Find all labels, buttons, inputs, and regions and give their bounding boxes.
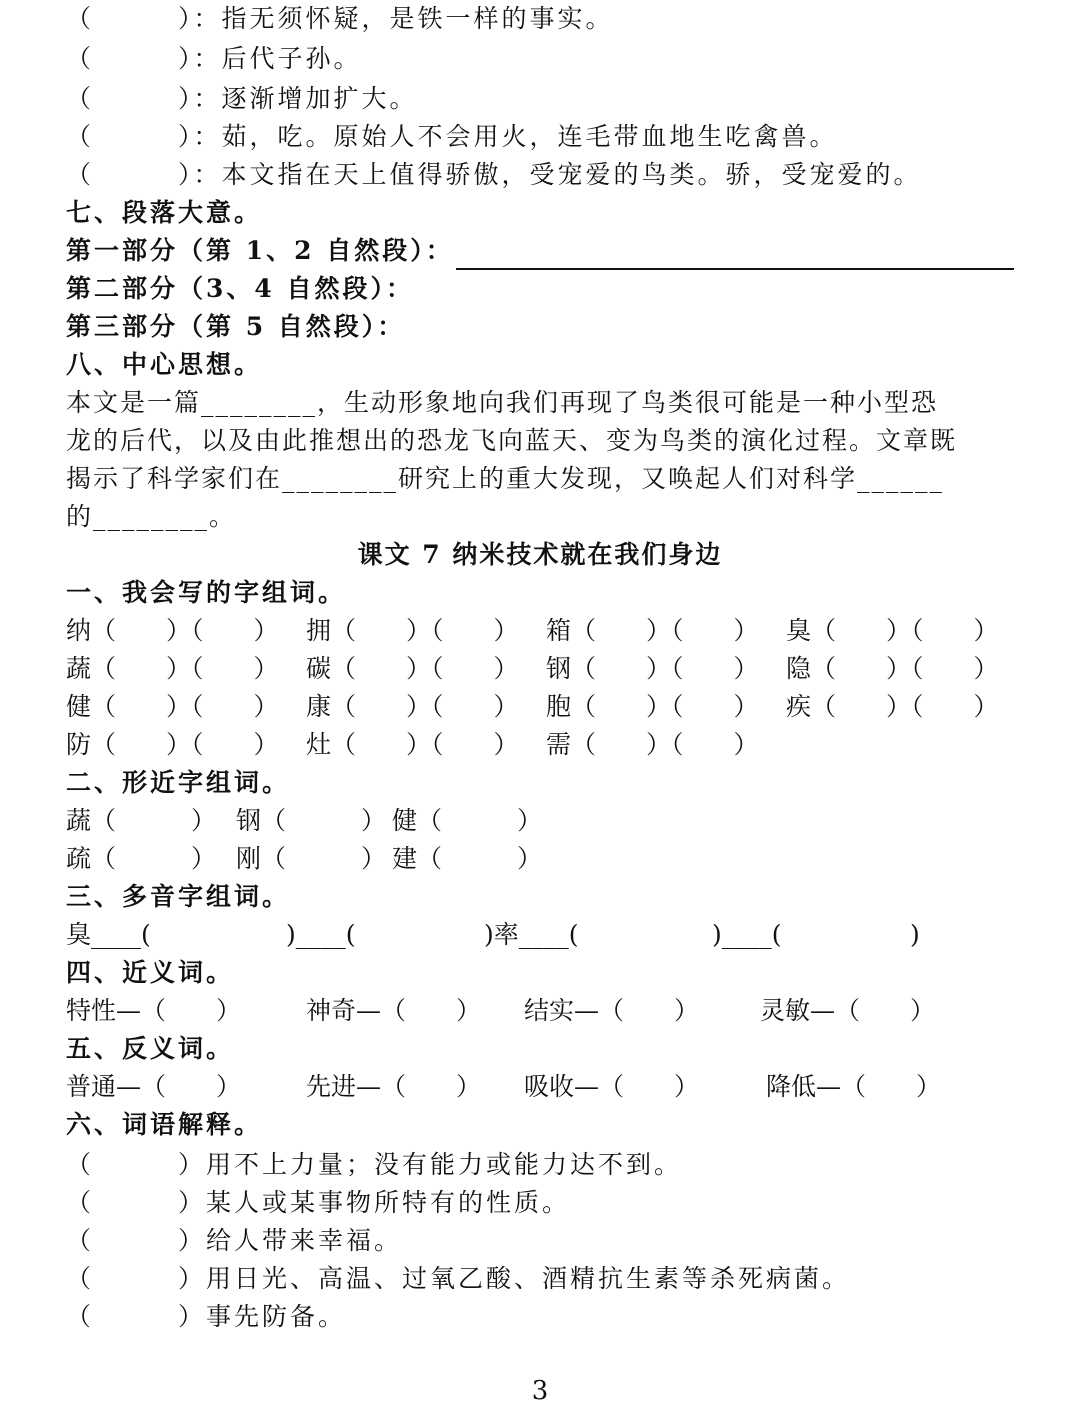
polyphone-cell: )____( (286, 920, 356, 949)
part-three-label: 第三部分（第 5 自然段）： (66, 312, 406, 341)
antonym-cell: 吸收—（ ） (524, 1072, 700, 1101)
antonym-cell: 降低—（ ） (766, 1072, 942, 1101)
char-word-cell: 臭（ ）（ ） (786, 616, 999, 645)
char-word-cell: 碳（ ）（ ） (306, 654, 519, 683)
part-one-label: 第一部分（第 1、2 自然段）： (66, 236, 454, 265)
section-heading-3: 三、多音字组词。 (66, 882, 291, 911)
char-word-cell: 防（ ）（ ） (66, 730, 279, 759)
synonym-cell: 结实—（ ） (524, 996, 700, 1025)
part-two-label: 第二部分（3、4 自然段）： (66, 274, 414, 303)
similar-char-cell: 建（ ） (392, 844, 543, 873)
word-explanation-item: （ ）给人带来幸福。 (66, 1226, 403, 1255)
section-heading-8: 八、中心思想。 (66, 350, 263, 379)
polyphone-cell: )____( (712, 920, 782, 949)
antonym-cell: 普通—（ ） (66, 1072, 242, 1101)
char-word-cell: 隐（ ）（ ） (786, 654, 999, 683)
word-explanation-item: （ ）事先防备。 (66, 1302, 347, 1331)
char-word-cell: 箱（ ）（ ） (546, 616, 759, 645)
central-idea-line: 揭示了科学家们在________研究上的重大发现，又唤起人们对科学______ (66, 464, 945, 493)
polyphone-cell: ) (910, 920, 920, 949)
char-word-cell: 疾（ ）（ ） (786, 692, 999, 721)
word-explanation-item: （ ）某人或某事物所特有的性质。 (66, 1188, 571, 1217)
char-word-cell: 灶（ ）（ ） (306, 730, 519, 759)
char-word-cell: 需（ ）（ ） (546, 730, 759, 759)
similar-char-cell: 钢（ ） (236, 806, 387, 835)
char-word-cell: 拥（ ）（ ） (306, 616, 519, 645)
char-word-cell: 胞（ ）（ ） (546, 692, 759, 721)
central-idea-line: 龙的后代，以及由此推想出的恐龙飞向蓝天、变为鸟类的演化过程。文章既 (66, 426, 958, 455)
similar-char-cell: 健（ ） (392, 806, 543, 835)
similar-char-cell: 蔬（ ） (66, 806, 217, 835)
char-word-cell: 蔬（ ）（ ） (66, 654, 279, 683)
page-number: 3 (531, 1376, 549, 1406)
similar-char-cell: 疏（ ） (66, 844, 217, 873)
synonym-cell: 灵敏—（ ） (760, 996, 936, 1025)
answer-line (456, 268, 1014, 270)
char-word-cell: 健（ ）（ ） (66, 692, 279, 721)
section-heading-2: 二、形近字组词。 (66, 768, 291, 797)
char-word-cell: 康（ ）（ ） (306, 692, 519, 721)
section-heading-6: 六、词语解释。 (66, 1110, 263, 1139)
section-heading-1: 一、我会写的字组词。 (66, 578, 347, 607)
central-idea-line: 本文是一篇________，生动形象地向我们再现了鸟类很可能是一种小型恐 (66, 388, 939, 417)
word-explanation-item: （ ）用日光、高温、过氧乙酸、酒精抗生素等杀死病菌。 (66, 1264, 851, 1293)
word-explanation-item: （ ）用不上力量；没有能力或能力达不到。 (66, 1150, 683, 1179)
definition-item: （ ）：逐渐增加扩大。 (66, 84, 418, 113)
lesson-title: 课文 7 纳米技术就在我们身边 (357, 540, 723, 569)
definition-item: （ ）：后代子孙。 (66, 44, 362, 73)
synonym-cell: 特性—（ ） (66, 996, 242, 1025)
definition-item: （ ）：茹，吃。原始人不会用火，连毛带血地生吃禽兽。 (66, 122, 838, 151)
polyphone-cell: )率____( (484, 920, 579, 949)
central-idea-line: 的________。 (66, 502, 237, 531)
char-word-cell: 纳（ ）（ ） (66, 616, 279, 645)
polyphone-cell: 臭____( (66, 920, 151, 949)
section-heading-7: 七、段落大意。 (66, 198, 263, 227)
definition-item: （ ）：指无须怀疑，是铁一样的事实。 (66, 4, 614, 33)
section-heading-4: 四、近义词。 (66, 958, 235, 987)
section-heading-5: 五、反义词。 (66, 1034, 235, 1063)
antonym-cell: 先进—（ ） (306, 1072, 482, 1101)
definition-item: （ ）：本文指在天上值得骄傲，受宠爱的鸟类。骄，受宠爱的。 (66, 160, 922, 189)
synonym-cell: 神奇—（ ） (306, 996, 482, 1025)
char-word-cell: 钢（ ）（ ） (546, 654, 759, 683)
similar-char-cell: 刚（ ） (236, 844, 387, 873)
